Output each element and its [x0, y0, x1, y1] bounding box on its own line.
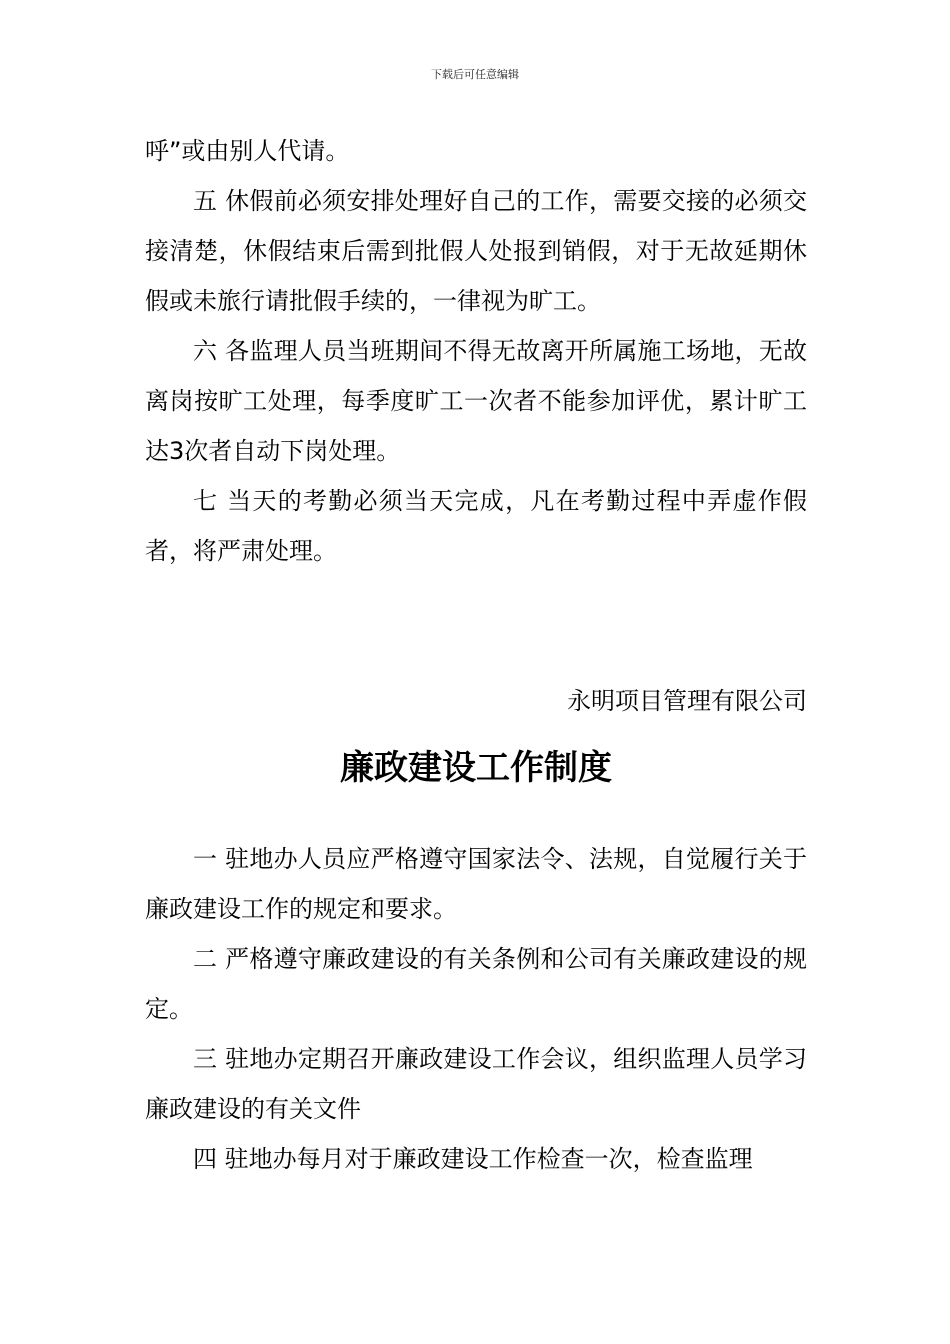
spacer: [145, 576, 807, 676]
paragraph: 六 各监理人员当班期间不得无故离开所属施工场地，无故离岗按旷工处理，每季度旷工一次者不能参加评优，累计旷工达3次者自动下岗处理。: [145, 337, 807, 465]
paragraph: 呼”或由别人代请。: [145, 137, 350, 165]
paragraph: 七 当天的考勤必须当天完成，凡在考勤过程中弄虚作假者，将严肃处理。: [145, 487, 807, 565]
document-title: 廉政建设工作制度: [340, 748, 612, 788]
paragraph: 四 驻地办每月对于廉政建设工作检查一次，检查监理: [193, 1145, 753, 1173]
paragraph: 五 休假前必须安排处理好自己的工作，需要交接的必须交接清楚，休假结束后需到批假人处报到销假，对于无故延期休假或未旅行请批假手续的，一律视为旷工。: [145, 187, 807, 315]
document-body: [145, 126, 807, 1184]
company-signature: 永明项目管理有限公司: [567, 687, 807, 715]
spacer: [145, 798, 807, 834]
paragraph: 三 驻地办定期召开廉政建设工作会议，组织监理人员学习廉政建设的有关文件: [145, 1045, 807, 1123]
header-note: 下载后可任意编辑: [431, 68, 519, 81]
paragraph: 一 驻地办人员应严格遵守国家法令、法规，自觉履行关于廉政建设工作的规定和要求。: [145, 845, 807, 923]
paragraph: 二 严格遵守廉政建设的有关条例和公司有关廉政建设的规定。: [145, 945, 807, 1023]
